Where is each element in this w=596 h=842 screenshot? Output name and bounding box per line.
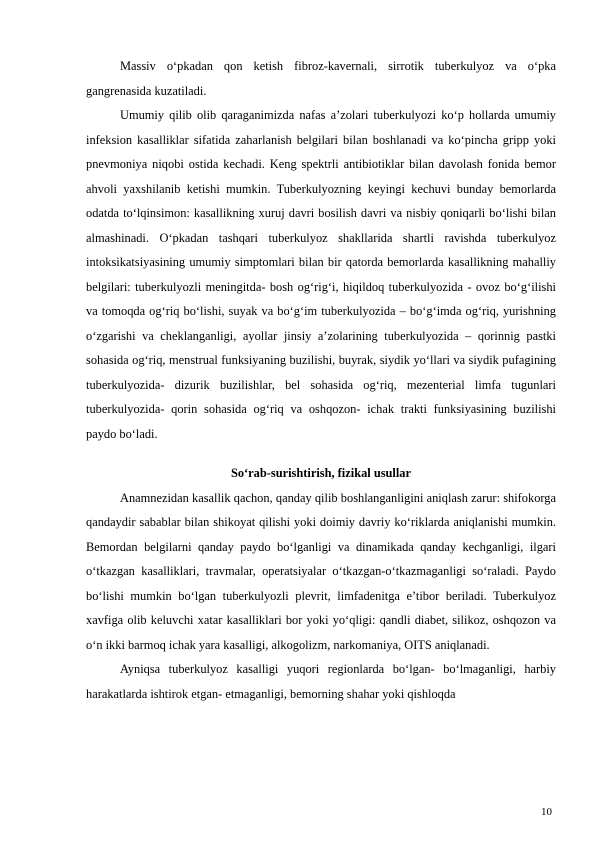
page-number: 10 [541,806,552,818]
document-page [86,54,556,706]
paragraph-anamnesis: Anamnezidan kasallik qachon, qanday qilib boshlanganligini aniqlash zarur: shifokorga qandaydir sabablar bilan shikoyat qilishi yoki doimiy davriy ko‘riklarda aniqlanishi mumkin. Bemordan belgilarni qanday paydo bo‘lganligi va dinamikada qanday kechganligi, ilgari o‘tkazgan kasalliklari, travmalar, operatsiyalar o‘tkazgan-o‘tkazmaganligi so‘raladi. Paydo bo‘lishi mumkin bo‘lgan tuberkulyozli plevrit, limfadenitga e’tibor beriladi. Tuberkulyoz xavfiga olib keluvchi xatar kasalliklari bor yoki yo‘qligi: qandli diabet, silikoz, oshqozon va o‘n ikki barmoq ichak yara kasalligi, alkogolizm, narkomaniya, OITS aniqlanadi. [86,490,556,652]
paragraph-regions: Ayniqsa tuberkulyoz kasalligi yuqori regionlarda bo‘lgan- bo‘lmaganligi, harbiy harakatlarda ishtirok etgan- etmaganligi, bemorning shahar yoki qishloqda [86,662,556,701]
paragraph-massive-hemorrhage: Massiv o‘pkadan qon ketish fibroz-kavernali, sirrotik tuberkulyoz va o‘pka gangrenasida kuzatiladi. [86,59,556,98]
paragraph-general-symptoms: Umumiy qilib olib qaraganimizda nafas a’zolari tuberkulyozi ko‘p hollarda umumiy infeksion kasalliklar sifatida zaharlanish belgilari bilan boshlanadi va ko‘pincha gripp yoki pnevmoniya niqobi ostida kechadi. Keng spektrli antibiotiklar bilan davolash fonida bemor ahvoli yaxshilanib ketishi mumkin. Tuberkulyozning keyingi kechuvi bunday bemorlarda odatda to‘lqinsimon: kasallikning xuruj davri bosilish davri va nisbiy qoniqarli bo‘lishi bilan almashinadi. O‘pkadan tashqari tuberkulyoz shakllarida shartli ravishda tuberkulyoz intoksikatsiyasining umumiy simptomlari bilan bir qatorda bemorlarda kasallikning mahalliy belgilari: tuberkulyozli meningitda- bosh og‘rig‘i, hiqildoq tuberkulyozida - ovoz bo‘g‘ilishi va tomoqda og‘riq bo‘lishi, suyak va bo‘g‘im tuberkulyozida – bo‘g‘imda og‘riq, yurishning o‘zgarishi va cheklanganligi, ayollar jinsiy a’zolarining tuberkulyozida – qorinnig pastki sohasida og‘riq, menstrual funksiyaning buzilishi, buyrak, siydik yo‘llari va siydik pufagining tuberkulyozida- dizurik buzilishlar, bel sohasida og‘riq, mezenterial limfa tugunlari tuberkulyozida- qorin sohasida og‘riq va oshqozon- ichak trakti funksiyasining buzilishi paydo bo‘ladi. [86,108,556,441]
section-heading: So‘rab-surishtirish, fizikal usullar [230,466,412,480]
